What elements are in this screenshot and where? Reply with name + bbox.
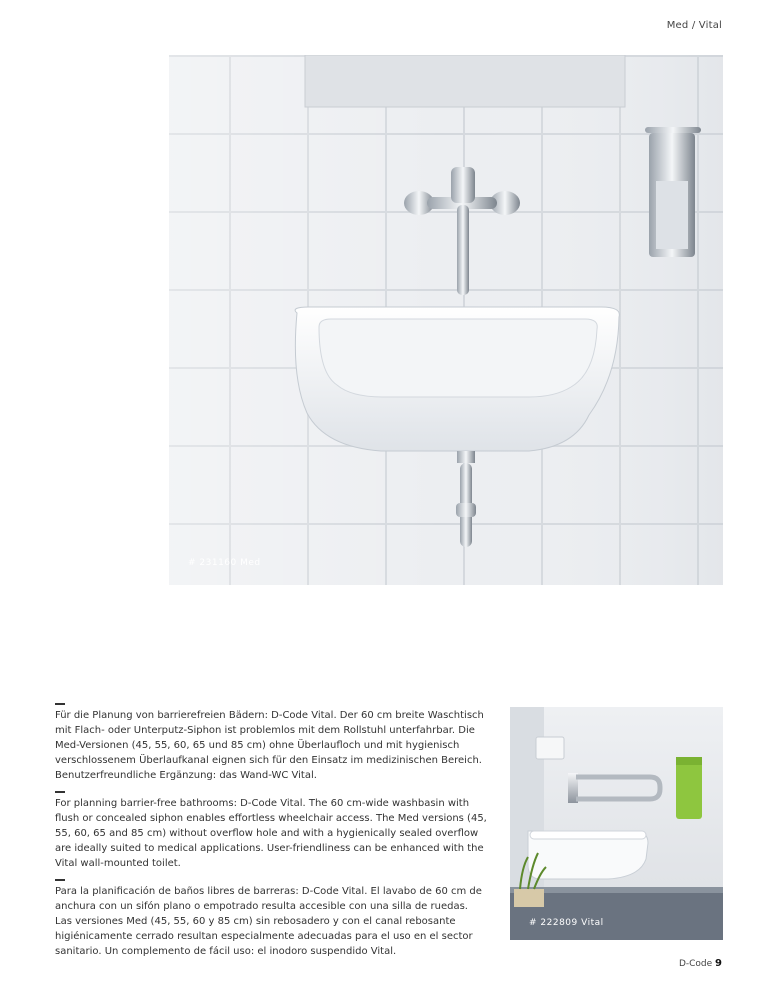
divider (55, 703, 65, 705)
washbasin-photo (169, 55, 723, 585)
page-number: 9 (715, 958, 722, 969)
footer-brand: D-Code (678, 959, 713, 969)
paragraph-es: Para la planificación de baños libres de barreras: D-Code Vital. El lavabo de 60 cm de anchura con un sifón plano o empotrado resulta accesible con una silla de ruedas. Las versiones Med (45, 55, 60 y 85 cm) sin rebosadero y con el canal rebosante higiénicamente cerrado resultan especialmente adecuadas para el uso en el sector sanitario. Un complemento de fácil uso: el inodoro suspendido Vital. (55, 886, 482, 957)
page-footer (679, 958, 722, 969)
photo-caption: # 222809 Vital (529, 918, 604, 928)
dispenser-icon (645, 127, 701, 257)
divider (55, 879, 65, 881)
divider (55, 791, 65, 793)
toilet-photo (510, 707, 723, 940)
photo-caption: # 231160 Med (188, 558, 261, 568)
towel-icon (676, 757, 702, 819)
paragraph-de: Für die Planung von barrierefreien Bädern: D-Code Vital. Der 60 cm breite Waschtisch mit Flach- oder Unterputz-Siphon ist problemlos mit dem Rollstuhl unterfahrbar. Die Med-Versionen (45, 55, 60, 65 und 85 cm) ohne Überlaufloch und mit hygienisch verschlossenem Überlaufkanal eignen sich für den Einsatz im medizinischen Bereich. Benutzerfreundliche Ergänzung: das Wand-WC Vital. (55, 710, 484, 781)
product-description (55, 703, 487, 967)
section-header: Med / Vital (666, 20, 722, 31)
washbasin-icon (295, 307, 619, 451)
toilet-icon (528, 831, 648, 879)
paragraph-en: For planning barrier-free bathrooms: D-Code Vital. The 60 cm-wide washbasin with flush or concealed siphon enables effortless wheelchair access. The Med versions (45, 55, 60, 65 and 85 cm) without overflow hole and with a hygienically sealed overflow are ideally suited to medical applications. User-friendliness can be enhanced with the Vital wall-mounted toilet. (55, 798, 487, 869)
